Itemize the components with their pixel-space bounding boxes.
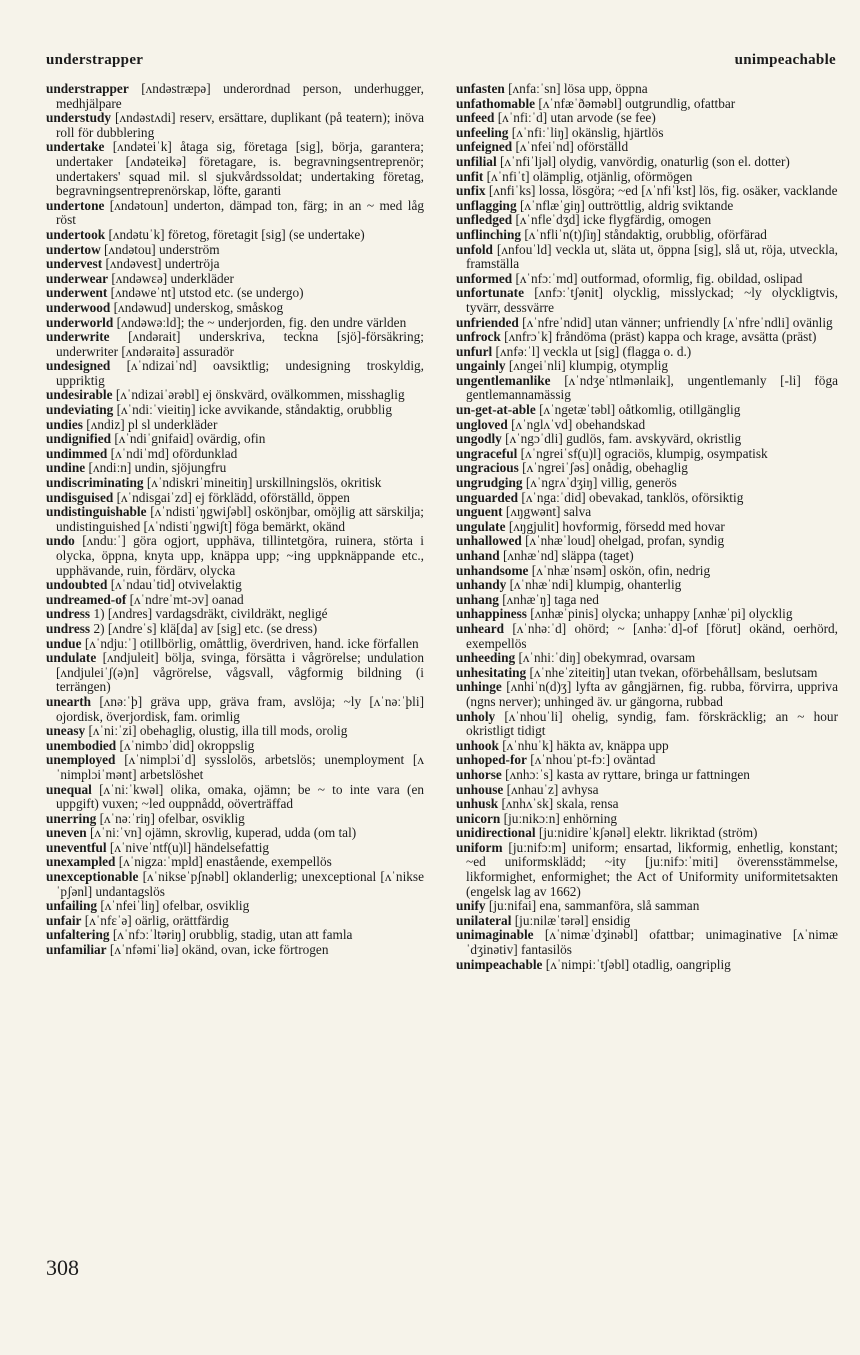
headword: unheard (456, 620, 505, 636)
dictionary-entry (46, 826, 424, 841)
entry-text: [ʌndəstræpə] underordnad person, underhugger, medhjälpare (56, 81, 424, 111)
dictionary-entry (456, 958, 838, 973)
entry-text: [juːnilæˈtərəl] ensidig (514, 912, 631, 928)
entry-text: [ʌˈnfiˈljəl] olydig, vanvördig, onaturlig (son el. dotter) (499, 153, 790, 169)
dictionary-entry (456, 680, 838, 709)
dictionary-entry (456, 432, 838, 447)
dictionary-entry (456, 826, 838, 841)
headword: underworld (46, 314, 114, 330)
dictionary-entry (46, 359, 424, 388)
entry-text: [ʌˈngetæˈtəbl] oåtkomlig, otillgänglig (539, 402, 741, 418)
dictionary-entry (456, 928, 838, 957)
left-guide-word: understrapper (46, 52, 144, 68)
entry-text: [ʌndətou] underström (104, 241, 220, 257)
dictionary-entry (46, 476, 424, 491)
dictionary-entry (456, 403, 838, 418)
headword: unearth (46, 693, 92, 709)
entry-text: [ʌnhauˈz] avhysa (506, 781, 599, 797)
entry-text: [ʌˈnimæˈdʒinəbl] ofattbar; unimaginative [ʌˈnimæˈdʒinətiv] fantasilös (466, 927, 838, 958)
headword: unhusk (456, 796, 499, 812)
headword: unilateral (456, 912, 512, 928)
entry-text: [ʌnhæˈpinis] olycka; unhappy [ʌnhæˈpi] olycklig (530, 606, 793, 622)
entry-text: [ʌˈnimbɔˈdid] okroppslig (119, 737, 255, 753)
entry-text: [ʌˈnhuˈk] häkta av, knäppa upp (502, 737, 669, 753)
headword: ungracious (456, 460, 519, 476)
headword: unhorse (456, 766, 502, 782)
headword: undertook (46, 226, 106, 242)
headword: unhang (456, 591, 499, 607)
entry-text: [ʌnfiˈks] lossa, lösgöra; ~ed [ʌˈnfiˈkst] lös, fig. osäker, vacklande (488, 183, 838, 199)
headword: undertake (46, 139, 105, 155)
dictionary-entry (46, 812, 424, 827)
headword: unfamiliar (46, 942, 107, 958)
headword: unfurl (456, 343, 493, 359)
entry-text: [ʌˈniveˈntf(u)l] händelsefattig (109, 839, 270, 855)
dictionary-entry (46, 330, 424, 359)
entry-text: [ʌnfrɔˈk] fråndöma (präst) kappa och krage, avsätta (präst) (504, 329, 817, 345)
entry-text: [ʌndjuleit] bölja, svinga, försätta i vågrörelse; undulation [ʌndjuleiˈʃ(ə)n] vågrörelse, vågsvall, vågformig bildning (i terrängen) (56, 650, 424, 695)
dictionary-entry (46, 637, 424, 652)
dictionary-entry (46, 286, 424, 301)
entry-text: [ʌˈniːˈvn] ojämn, skrovlig, kuperad, udda (om tal) (89, 825, 357, 841)
headword: understrapper (46, 81, 129, 96)
entry-text: [ʌˈnfεˈə] oärlig, orättfärdig (84, 912, 229, 928)
headword: undervest (46, 256, 103, 272)
entry-text: [ʌndəwεə] underkläder (111, 270, 234, 286)
entry-text: [ʌnfəːˈl] veckla ut [sig] (flagga o. d.) (495, 343, 692, 359)
entry-text: [juːnikɔːn] enhörning (503, 810, 618, 826)
dictionary-entry (456, 666, 838, 681)
headword: unfeed (456, 110, 495, 126)
entry-text: [ʌˈngrʌˈdʒiŋ] villig, generös (525, 475, 677, 491)
headword: undies (46, 416, 83, 432)
entry-text: [ʌˈnigzaːˈmpld] enastående, exempellös (118, 854, 332, 870)
entry-text: [ʌndəteiˈk] åtaga sig, företaga [sig], börja, garantera; undertaker [ʌndəteikə] företagare, is. begravningsentreprenör; undertakers' squad mil. sl sjukvårdssoldat; undertaking företag, begravningsentreprenörskap, löfte, garanti (56, 139, 424, 199)
dictionary-entry (456, 797, 838, 812)
entry-text: [ʌˈnfɔːˈltəriŋ] orubblig, stadig, utan att famla (112, 927, 353, 943)
dictionary-entry (456, 578, 838, 593)
entry-text: [ʌnfaːˈsn] lösa upp, öppna (508, 81, 648, 96)
headword: underwood (46, 299, 111, 315)
dictionary-entry (46, 899, 424, 914)
dictionary-entry (456, 286, 838, 315)
entry-text: 1) [ʌndres] vardagsdräkt, civildräkt, negligé (93, 606, 328, 622)
dictionary-entry (46, 870, 424, 899)
headword: unguarded (456, 489, 519, 505)
headword: unfix (456, 183, 486, 199)
entry-text: [ʌnhɔːˈs] kasta av ryttare, bringa ur fattningen (505, 766, 750, 782)
dictionary-entry (456, 330, 838, 345)
dictionary-entry (456, 213, 838, 228)
dictionary-entry (456, 841, 838, 899)
dictionary-entry (456, 651, 838, 666)
entry-text: [ʌndərait] underskriva, teckna [sjö]-försäkring; underwriter [ʌndəraitə] assuradör (56, 329, 424, 359)
dictionary-entry (46, 534, 424, 578)
dictionary-entry (456, 520, 838, 535)
entry-text: [ʌndəweˈnt] utstod etc. (se undergo) (110, 285, 304, 301)
headword: unhouse (456, 781, 504, 797)
dictionary-entry (456, 184, 838, 199)
headword: undesirable (46, 387, 113, 403)
headword: undisguised (46, 489, 114, 505)
entry-text: [ʌˈnfeiˈnd] oförställd (515, 139, 629, 155)
entry-text: [ʌˈndistiˈŋgwiʃəbl] oskönjbar, omöjlig att särskilja; undistinguished [ʌˈndistiˈŋgwiʃt] föga bemärkt, okänd (56, 504, 425, 534)
right-column (456, 82, 838, 972)
dictionary-entry (46, 272, 424, 287)
headword: unhandsome (456, 562, 529, 578)
headword: ungulate (456, 518, 506, 534)
dictionary-entry (456, 111, 838, 126)
headword: unformed (456, 270, 513, 286)
headword: undress (46, 620, 91, 636)
dictionary-entry (46, 111, 424, 140)
entry-text: [ʌˈndiˈmd] ofördunklad (110, 445, 238, 461)
headword: unflagging (456, 197, 517, 213)
dictionary-entry (456, 374, 838, 403)
dictionary-entry (46, 695, 424, 724)
dictionary-entry (456, 316, 838, 331)
dictionary-entry (456, 97, 838, 112)
headword: underwear (46, 270, 109, 286)
headword: uneventful (46, 839, 107, 855)
entry-text: [ʌndəwud] underskog, småskog (113, 299, 284, 315)
dictionary-entry (456, 710, 838, 739)
entry-text: [ʌnfouˈld] veckla ut, släta ut, öppna [sig], slå ut, röja, utveckla, framställa (466, 241, 839, 272)
headword: uneven (46, 825, 87, 841)
entry-text: [ʌˈnhiːˈdiŋ] obekymrad, ovarsam (518, 650, 696, 666)
dictionary-entry (46, 447, 424, 462)
entry-text: [ʌˈngreiˈʃəs] onådig, obehaglig (522, 460, 688, 476)
dictionary-entry (456, 359, 838, 374)
headword: unify (456, 898, 486, 914)
dictionary-entry (46, 928, 424, 943)
right-guide-word: unimpeachable (734, 52, 836, 68)
entry-text: [ʌŋgjulit] hovformig, försedd med hovar (508, 518, 725, 534)
dictionary-entry (456, 418, 838, 433)
dictionary-entry (456, 155, 838, 170)
entry-text: [ʌˈnfiːˈd] utan arvode (se fee) (497, 110, 656, 126)
dictionary-entry (46, 316, 424, 331)
headword: undulate (46, 650, 97, 666)
headword: undiscriminating (46, 475, 144, 491)
entry-text: [ʌˈnglʌˈvd] obehandskad (511, 416, 646, 432)
entry-text: [ʌˈndʒeˈntlmənlaik], ungentlemanly [-li] föga gentlemannamässig (466, 372, 838, 403)
entry-text: [ʌndəvest] undertröja (105, 256, 220, 272)
dictionary-entry (46, 783, 424, 812)
dictionary-entry (456, 228, 838, 243)
headword: unicorn (456, 810, 501, 826)
headword: unfailing (46, 898, 97, 914)
entry-text: [ʌˈndisgaiˈzd] ej förklädd, oförställd, öppen (116, 489, 350, 505)
dictionary-entry (456, 753, 838, 768)
entry-text: [ʌngeiˈnli] klumpig, otymplig (508, 358, 669, 374)
dictionary-entry (456, 345, 838, 360)
entry-text: [ʌˈndizaiˈərəbl] ej önskvärd, ovälkommen, misshaglig (115, 387, 405, 403)
page-number: 308 (46, 1255, 79, 1280)
headword: unidirectional (456, 825, 536, 841)
entry-text: [ʌˈnfiːˈliŋ] okänslig, hjärtlös (511, 124, 664, 140)
dictionary-entry (456, 199, 838, 214)
dictionary-entry (46, 943, 424, 958)
dictionary-entry (46, 82, 424, 111)
entry-text: [ʌndəwəːld]; the ~ underjorden, fig. den undre världen (116, 314, 407, 330)
dictionary-entry (46, 651, 424, 695)
entry-text: [ʌnəːˈþ] gräva upp, gräva fram, avslöja; ~ly [ʌˈnəːˈþli] ojordisk, överjordisk, fam. orimlig (56, 693, 424, 724)
dictionary-entry (46, 418, 424, 433)
headword: undine (46, 460, 86, 476)
dictionary-entry (46, 140, 424, 198)
entry-text: [ʌˈndizaiˈnd] oavsiktlig; undesigning troskyldig, uppriktig (56, 358, 424, 388)
entry-text: [ʌˈnfliˈn(t)ʃiŋ] ståndaktig, orubblig, oförfärad (524, 226, 767, 242)
headword: unflinching (456, 226, 522, 242)
dictionary-entry (456, 564, 838, 579)
dictionary-entry (46, 243, 424, 258)
entry-text: [ʌnfɔːˈtʃənit] olycklig, misslyckad; ~ly olyckligtvis, tyvärr, dessvärre (466, 285, 838, 315)
dictionary-entry (456, 505, 838, 520)
entry-text: 2) [ʌndreˈs] klä[da] av [sig] etc. (se dress) (93, 620, 318, 636)
dictionary-entry (46, 593, 424, 608)
headword: unguent (456, 504, 503, 520)
entry-text: [ʌˈnhouˈpt-fɔː] oväntad (530, 752, 656, 768)
entry-text: [ʌˈniːˈzi] obehaglig, olustig, illa till mods, orolig (88, 723, 348, 739)
entry-text: [ʌˈnimpiːˈtʃəbl] otadlig, oangriplig (545, 956, 731, 972)
headword: unfeigned (456, 139, 513, 155)
headword: undertow (46, 241, 101, 257)
entry-text: [ʌˈnfreˈndid] utan vänner; unfriendly [ʌˈnfreˈndli] ovänlig (522, 314, 833, 330)
entry-text: [juːnidireˈkʃənəl] elektr. likriktad (ström) (538, 825, 758, 841)
headword: undreamed-of (46, 591, 127, 607)
entry-text: [ʌˈnfleˈdʒd] icke flygfärdig, omogen (515, 212, 712, 228)
entry-text: [ʌˈnhəːˈd] ohörd; ~ [ʌnhəːˈd]-of [förut] okänd, oerhörd, exempellös (466, 620, 838, 651)
headword: unfit (456, 168, 484, 184)
entry-text: [ʌˈnimplɔiˈd] sysslolös, arbetslös; unemployment [ʌˈnimplɔiˈmənt] arbetslöshet (56, 752, 424, 782)
entry-text: [ʌˈngaːˈdid] obevakad, tanklös, oförsiktig (521, 489, 744, 505)
dictionary-entry (46, 753, 424, 782)
headword: underwent (46, 285, 108, 301)
entry-text: [ʌndəstʌdi] reserv, ersättare, duplikant (på teatern); inöva roll för dubblering (56, 110, 424, 140)
headword: ungrudging (456, 475, 523, 491)
dictionary-entry (456, 593, 838, 608)
dictionary-entry (456, 783, 838, 798)
headword: unfrock (456, 329, 501, 345)
left-column (46, 82, 424, 958)
headword: ungainly (456, 358, 506, 374)
entry-text: [ʌnduːˈ] göra ogjort, upphäva, tillintetgöra, ruinera, störta i olycka, öppna, knyta upp, knäppa upp; ~ing uppknäppande etc., upphävande, ruin, fördärv, olycka (56, 533, 425, 578)
dictionary-entry (456, 899, 838, 914)
headword: undistinguishable (46, 504, 147, 520)
dictionary-entry (456, 476, 838, 491)
dictionary-entry (456, 812, 838, 827)
entry-text: [ʌndiːn] undin, sjöjungfru (88, 460, 227, 476)
dictionary-entry (456, 82, 838, 97)
dictionary-entry (456, 622, 838, 651)
dictionary-entry (46, 622, 424, 637)
headword: unfriended (456, 314, 519, 330)
headword: unhallowed (456, 533, 522, 549)
entry-text: [ʌˈnfeiˈliŋ] ofelbar, osviklig (100, 898, 250, 914)
headword: unimpeachable (456, 956, 543, 972)
entry-text: [ʌˈngɔˈdli] gudlös, fam. avskyvärd, okristlig (505, 431, 742, 447)
headword: unhinge (456, 679, 502, 695)
entry-text: [ʌˈniːˈkwəl] olika, omaka, ojämn; be ~ to inte vara (en uppgift) vuxen; ~led ouppnådd, oöverträffad (56, 781, 425, 812)
headword: un-get-at-able (456, 402, 536, 418)
entry-text: [ʌnhiˈn(d)ʒ] lyfta av gångjärnen, fig. rubba, förvirra, uppriva (ngns nerver); unhinged äv. ur gängorna, rubbad (466, 679, 838, 709)
dictionary-entry (456, 534, 838, 549)
headword: uniform (456, 839, 503, 855)
dictionary-entry (46, 724, 424, 739)
dictionary-entry (46, 403, 424, 418)
headword: unhesitating (456, 664, 527, 680)
dictionary-entry (456, 243, 838, 272)
headword: unheeding (456, 650, 516, 666)
entry-text: [ʌˈnfəmiˈliə] okänd, ovan, icke förtrogen (109, 942, 329, 958)
entry-text: [ʌnhʌˈsk] skala, rensa (501, 796, 619, 812)
entry-text: [ʌndətoun] underton, dämpad ton, färg; in an ~ med låg röst (56, 197, 424, 228)
entry-text: [ʌˈnheˈziteitiŋ] utan tvekan, oförbehållsam, beslutsam (529, 664, 818, 680)
headword: undo (46, 533, 75, 549)
headword: undoubted (46, 577, 108, 593)
headword: unemployed (46, 752, 116, 768)
headword: unfathomable (456, 95, 536, 111)
entry-text: [ʌˈnhæˈnsəm] oskön, ofin, nedrig (531, 562, 711, 578)
headword: unhand (456, 548, 500, 563)
headword: unholy (456, 708, 496, 724)
headword: unhook (456, 737, 499, 753)
dictionary-entry (456, 272, 838, 287)
entry-text: [ʌˈndiˈgnifaid] ovärdig, ofin (114, 431, 266, 447)
headword: undress (46, 606, 91, 622)
entry-text: [ʌˈndiskriˈmineitiŋ] urskillningslös, okritisk (146, 475, 382, 491)
headword: unhandy (456, 577, 507, 593)
dictionary-entry (456, 461, 838, 476)
dictionary-entry (46, 257, 424, 272)
entry-text: [ʌˈnikseˈpʃnəbl] oklanderlig; unexceptional [ʌˈnikseˈpʃənl] undantagslös (56, 869, 425, 899)
dictionary-entry (46, 432, 424, 447)
headword: unfilial (456, 153, 497, 169)
dictionary-entry (46, 301, 424, 316)
headword: ungentlemanlike (456, 372, 551, 388)
entry-text: [ʌˈnəːˈriŋ] ofelbar, osviklig (99, 810, 245, 826)
headword: unfeeling (456, 124, 509, 140)
dictionary-entry (46, 607, 424, 622)
headword: ungraceful (456, 445, 518, 461)
entry-text: [ʌˈnflæˈgiŋ] outtröttlig, aldrig sviktande (519, 197, 734, 213)
entry-text: [juːnifɔːm] uniform; ensartad, likformig, enhetlig, konstant; ~ed uniformsklädd; ~ity [juːnifɔːˈmiti] överensstämmelse, likformighet, enformighet; the Act of Uniformity uniformitetsakten (engelsk lag av 1662) (466, 839, 838, 899)
headword: unfortunate (456, 285, 524, 301)
dictionary-entry (456, 768, 838, 783)
headword: undue (46, 635, 82, 651)
dictionary-entry (46, 491, 424, 506)
dictionary-entry (456, 914, 838, 929)
entry-text: [ʌndətuˈk] företog, företagit [sig] (se undertake) (108, 226, 365, 242)
entry-text: [ʌˈnfiˈt] olämplig, otjänlig, oförmögen (486, 168, 693, 184)
dictionary-entry (456, 170, 838, 185)
dictionary-entry (456, 126, 838, 141)
headword: unexampled (46, 854, 116, 870)
headword: unfold (456, 241, 493, 257)
headword: undimmed (46, 445, 108, 461)
headword: unfledged (456, 212, 513, 228)
headword: unfaltering (46, 927, 110, 943)
dictionary-entry (456, 140, 838, 155)
headword: underwrite (46, 329, 110, 345)
dictionary-entry (46, 914, 424, 929)
dictionary-entry (456, 491, 838, 506)
entry-text: [ʌˈndreˈmt-ɔv] oanad (129, 591, 244, 607)
dictionary-entry (46, 461, 424, 476)
headword: undesigned (46, 358, 111, 374)
dictionary-entry (46, 228, 424, 243)
headword: unimaginable (456, 927, 534, 943)
entry-text: [ʌndiz] pl sl underkläder (86, 416, 218, 432)
headword: unhoped-for (456, 752, 527, 768)
entry-text: [ʌˈndauˈtid] otvivelaktig (110, 577, 242, 593)
entry-text: [ʌˈndiːˈvieitiŋ] icke avvikande, ståndaktig, orubblig (116, 402, 392, 418)
entry-text: [ʌˈnhæˈndi] klumpig, ohanterlig (509, 577, 682, 593)
headword: uneasy (46, 723, 86, 739)
entry-text: [ʌnhæˈŋ] taga ned (502, 591, 599, 607)
entry-text: [ʌˈnhouˈli] ohelig, syndig, fam. förskräcklig; an ~ hour okristligt tidigt (466, 708, 839, 739)
entry-text: [juːnifai] ena, sammanföra, slå samman (488, 898, 700, 914)
dictionary-entry (46, 388, 424, 403)
headword: unembodied (46, 737, 117, 753)
headword: unhappiness (456, 606, 527, 622)
entry-text: [ʌˈnfæˈðəməbl] outgrundlig, ofattbar (538, 95, 736, 111)
dictionary-entry (456, 447, 838, 462)
dictionary-entry (46, 739, 424, 754)
entry-text: [ʌˈnhæˈloud] ohelgad, profan, syndig (525, 533, 725, 549)
dictionary-entry (46, 841, 424, 856)
headword: undertone (46, 197, 105, 213)
dictionary-entry (46, 199, 424, 228)
entry-text: [ʌŋgwənt] salva (505, 504, 592, 520)
entry-text: [ʌˈndjuːˈ] otillbörlig, omåttlig, överdriven, hand. icke förfallen (84, 635, 419, 651)
headword: unfasten (456, 81, 505, 96)
entry-text: [ʌˈngreiˈsf(u)l] ograciös, klumpig, osympatisk (520, 445, 768, 461)
running-head (46, 52, 836, 69)
headword: unfair (46, 912, 82, 928)
entry-text: [ʌnhæˈnd] släppa (taget) (502, 548, 634, 563)
dictionary-entry (46, 505, 424, 534)
headword: unexceptionable (46, 869, 139, 885)
headword: ungloved (456, 416, 508, 432)
entry-text: [ʌˈnfɔːˈmd] outformad, oformlig, fig. obildad, oslipad (515, 270, 803, 286)
headword: understudy (46, 110, 112, 126)
headword: unequal (46, 781, 92, 797)
dictionary-entry (456, 607, 838, 622)
headword: ungodly (456, 431, 502, 447)
headword: undeviating (46, 402, 114, 418)
dictionary-entry (456, 549, 838, 564)
headword: unerring (46, 810, 97, 826)
headword: undignified (46, 431, 112, 447)
dictionary-entry (46, 578, 424, 593)
dictionary-entry (46, 855, 424, 870)
dictionary-entry (456, 739, 838, 754)
